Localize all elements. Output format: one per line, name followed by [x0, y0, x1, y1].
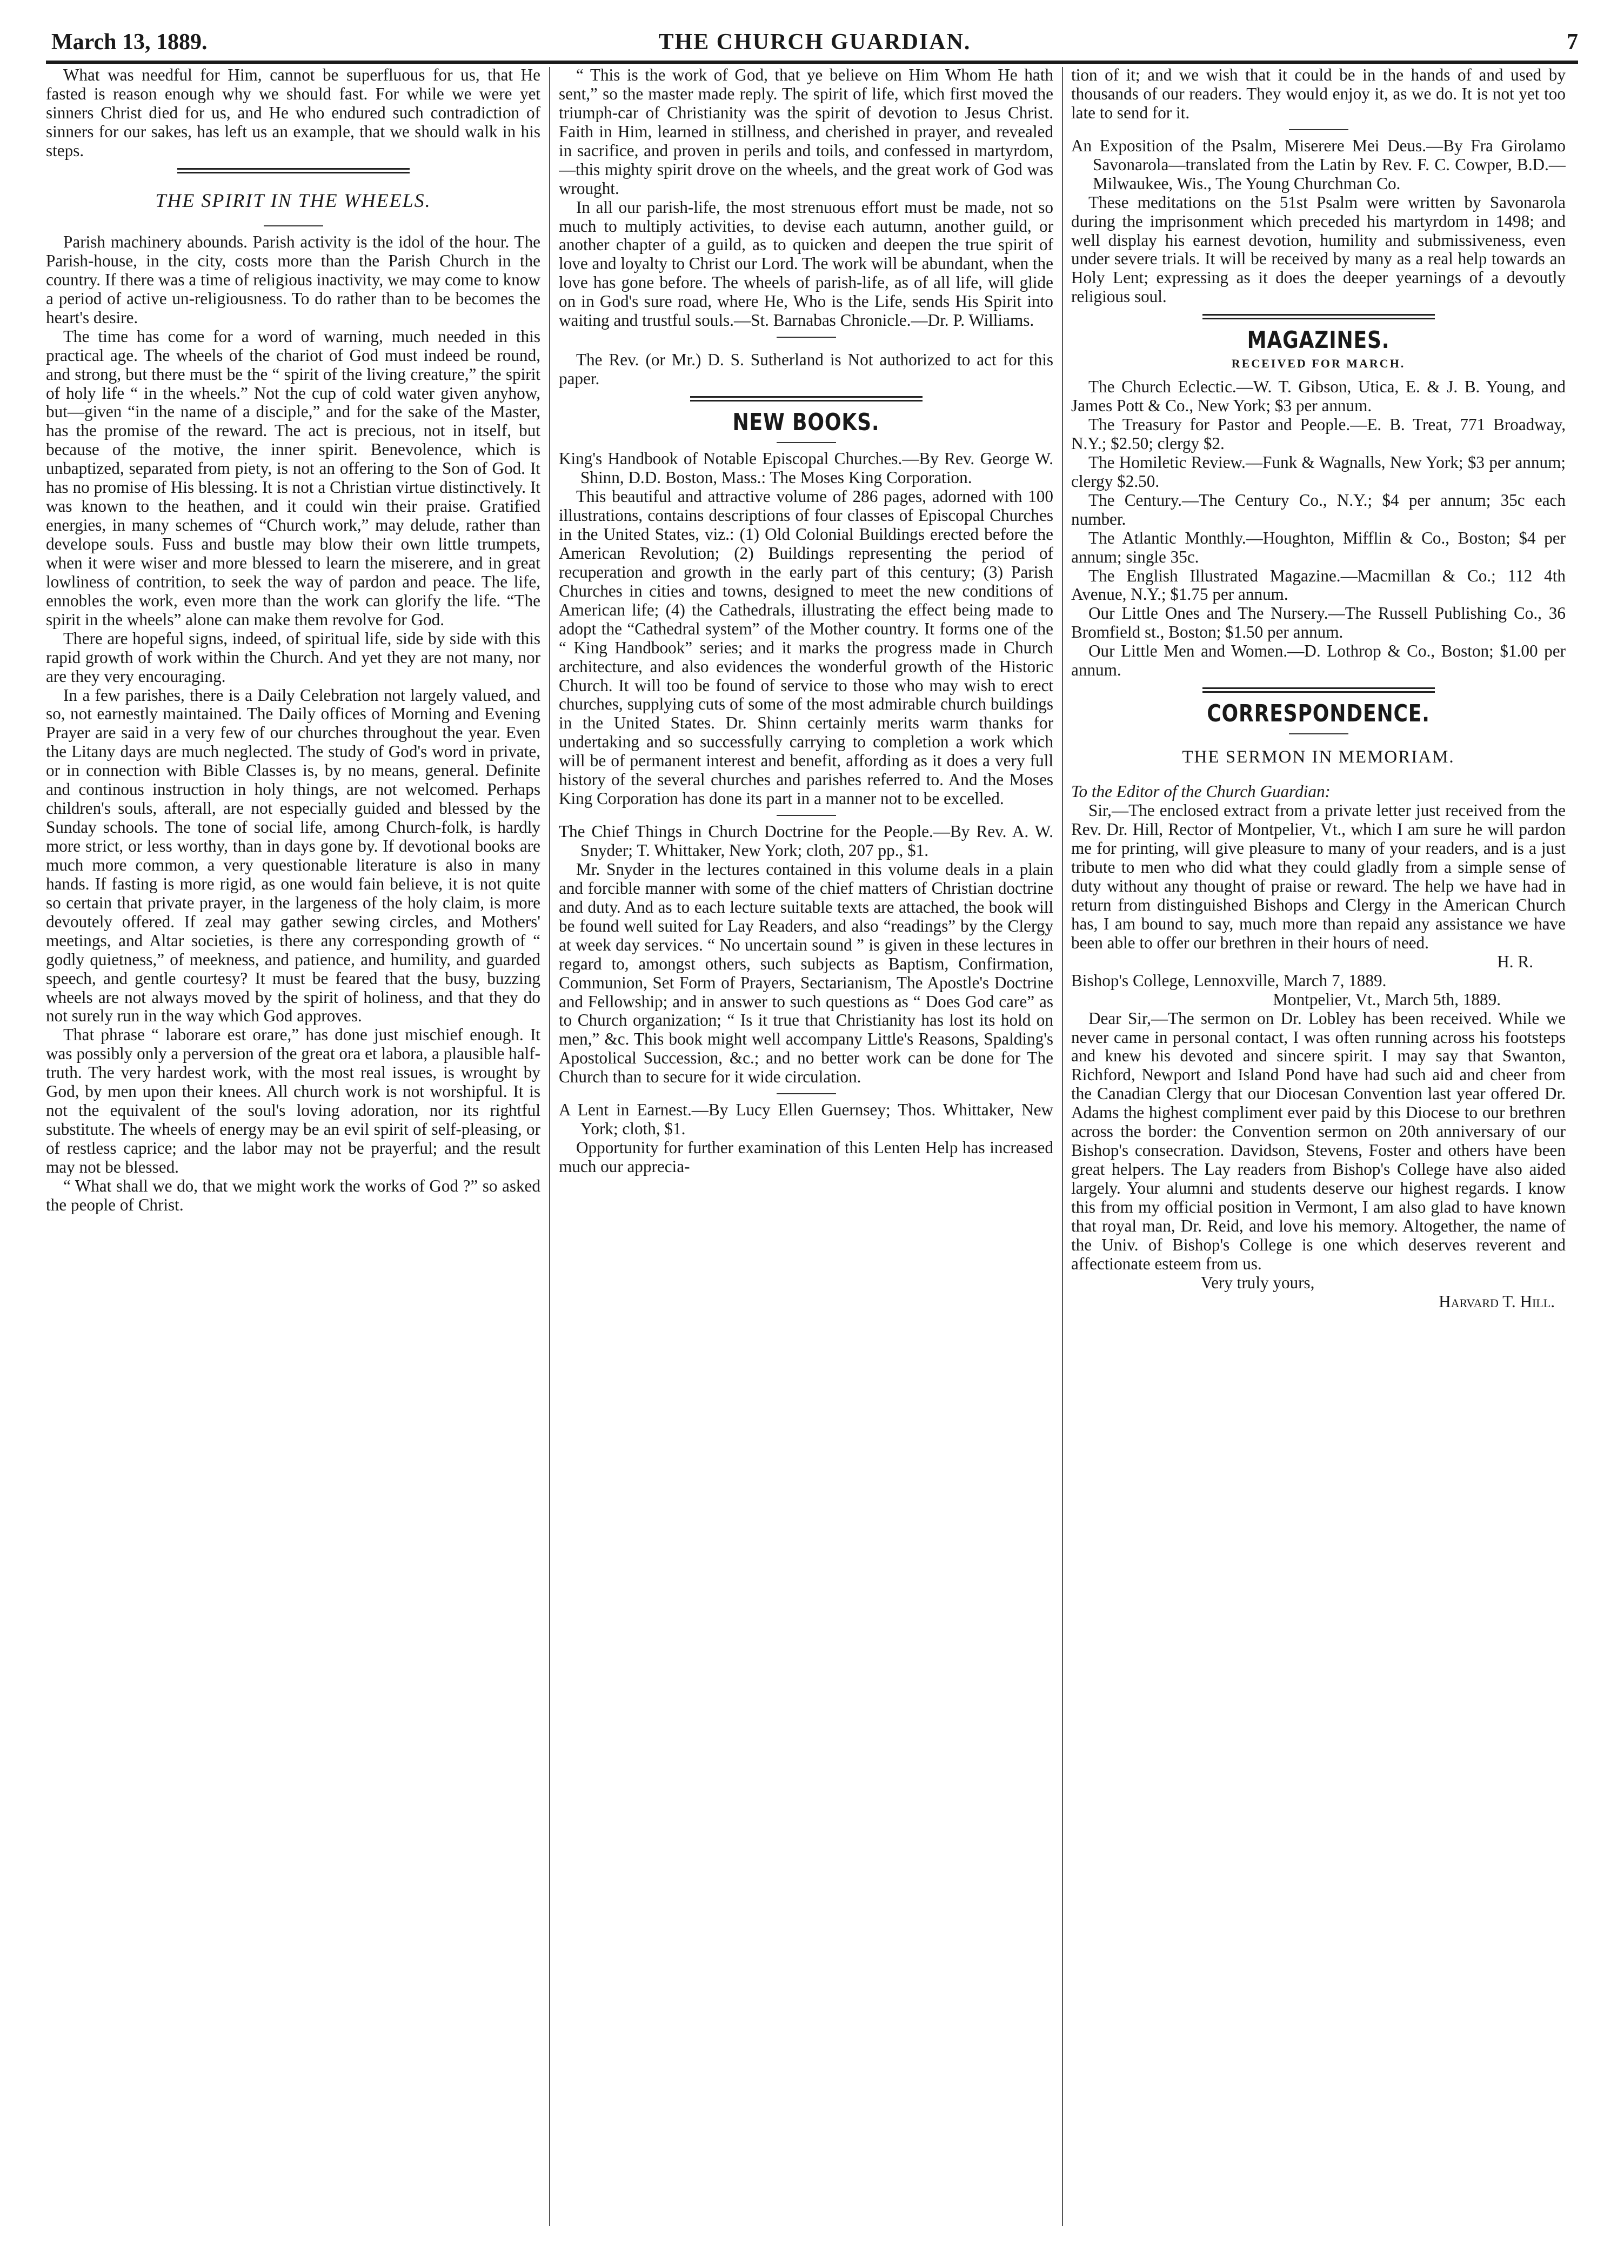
book-entry: King's Handbook of Notable Episcopal Churches.—By Rev. George W. Shinn, D.D. Boston, Mass.: The Moses King Corporation.: [559, 449, 1053, 487]
paragraph: The time has come for a word of warning, much needed in this practical age. The wheels of the chariot of God must indeed be round, and strong, but there must be the “ spirit of the living creature,” the spirit of holy life “ in the wheels.” Not the cup of cold water given anyhow, but—given “in the name of a disciple,” and for the sake of the Master, has the promise of the reward. The act is precious, not in itself, but because of the motive, the inner spirit. Benevolence, which is unbaptized, separated from piety, is not an offering to the Son of God. It has no promise of His blessing. It is not a Christian virtue distinctively. It was known to the heathen, and it could win their praise. Gratified energies, in many schemes of “Church work,” may delude, rather than develope souls. Fuss and bustle may blow their own little trumpets, when it were wiser and more blessed to learn the miserere, and in great lowliness of contrition, to seek the way of pardon and peace. The life, ennobles the work, even more than the work can glorify the life. “The spirit in the wheels” alone can make them revolve for God.: [46, 326, 540, 629]
letter-closing: Very truly yours,: [1201, 1273, 1315, 1292]
paragraph: There are hopeful signs, indeed, of spiritual life, side by side with this rapid growth of work within the Church. And yet they are not many, nor are they very encouraging.: [46, 628, 540, 686]
place-date: Bishop's College, Lennoxville, March 7, 1889.: [1071, 971, 1387, 990]
column-divider: [549, 67, 550, 2226]
entry-rule: [1289, 129, 1348, 130]
letter-signature: Harvard T. Hill.: [1439, 1292, 1555, 1311]
book-review: Opportunity for further examination of this Lenten Help has increased much our apprecia-: [559, 1138, 1053, 1176]
page-number: 7: [1567, 30, 1578, 55]
book-review: These meditations on the 51st Psalm were written by Savonarola during the imprisonment which preceded his martyrdom in 1498; and well display his earnest devotion, humility and submissiveness, even under severe trials. It will be received by many as a real help towards an Holy Lent; expressing as it does the deeper yearnings of a devoutly religious soul.: [1071, 192, 1566, 306]
section-title-new-books: NEW BOOKS.: [732, 409, 880, 436]
magazine-entry: Our Little Ones and The Nursery.—The Russell Publishing Co., 36 Bromfield st., Boston; $1.50 per annum.: [1071, 604, 1566, 642]
book-entry: The Chief Things in Church Doctrine for the People.—By Rev. A. W. Snyder; T. Whittaker, New York; cloth, 207 pp., $1.: [559, 822, 1053, 860]
paragraph: Sir,—The enclosed extract from a private letter just received from the Rev. Dr. Hill, Rector of Montpelier, Vt., which I am sure he will pardon me for printing, will give pleasure to many of your readers, and is a just tribute to men who did what they could gladly from a simple sense of duty without any thought of praise or reward. The help we have had in return from distinguished Bishops and Clergy in the American Church has, I am bound to say, much more than repaid any assistance we have been able to offer our brethren in their hours of need.: [1071, 801, 1566, 952]
letter-dateline: Montpelier, Vt., March 5th, 1889.: [1273, 989, 1501, 1009]
magazine-entry: The Treasury for Pastor and People.—E. B. Treat, 771 Broadway, N.Y.; $2.50; clergy $2.: [1071, 415, 1566, 453]
column-1: [46, 66, 540, 2227]
title-rule: [264, 225, 323, 226]
magazine-entry: The Church Eclectic.—W. T. Gibson, Utica, E. & J. B. Young, and James Pott & Co., New York; $3 per annum.: [1071, 377, 1566, 416]
magazine-entry: The Century.—The Century Co., N.Y.; $4 per annum; 35c each number.: [1071, 490, 1566, 528]
magazine-entry: Our Little Men and Women.—D. Lothrop & Co., Boston; $1.00 per annum.: [1071, 641, 1566, 680]
column-2: [559, 66, 1053, 2227]
section-rule: [1202, 314, 1435, 319]
masthead-title: THE CHURCH GUARDIAN.: [658, 30, 971, 55]
article-title: THE SPIRIT IN THE WHEELS.: [155, 189, 431, 211]
paragraph: That phrase “ laborare est orare,” has done just mischief enough. It was possibly only a perversion of the great ora et labora, a plausible half-truth. The very hardest work, with the most real issues, is wrought by God, by men upon their knees. All church work is not worshipful. It is not the equivalent of the soul's loving adoration, nor its rightful substitute. The wheels of energy may be an evil spirit of self-pleasing, or of restless caprice; and the labor may not be prayerful; and the result may not be blessed.: [46, 1025, 540, 1176]
magazines-subtitle: RECEIVED FOR MARCH.: [1231, 356, 1406, 370]
paragraph: “ This is the work of God, that ye believe on Him Whom He hath sent,” so the master made reply. The spirit of life, which first moved the triumph-car of Christianity was the spirit of devotion to Jesus Christ. Faith in Him, learned in stillness, and cherished in prayer, and revealed in sacrifice, and proven in perils and toils, and confessed in martyrdom,—this mighty spirit drove on the wheels, and the great work of God was wrought.: [559, 66, 1053, 198]
paragraph: “ What shall we do, that we might work the works of God ?” so asked the people of Christ.: [46, 1176, 540, 1214]
book-review: Mr. Snyder in the lectures contained in this volume deals in a plain and forcible manner with some of the chief matters of Christian doctrine and duty. And as to each lecture suitable texts are attached, the book will be found well suited for Lay Readers, and also “readings” by the Clergy at week day services. “ No uncertain sound ” is given in these lectures in regard to, amongst others, such subjects as Baptism, Confirmation, Communion, Set Form of Prayers, Sectarianism, The Apostle's Doctrine and Fellowship; and in answer to such questions as “ Does God care” as to Church organization; “ Is it true that Christianity has lost its hold on men,” &c. This book might well accompany Little's Reasons, Spalding's Apostolical Succession, &c.; and no better work can be done for The Church than to secure for it wide circulation.: [559, 859, 1053, 1087]
magazine-entry: The Atlantic Monthly.—Houghton, Mifflin & Co., Boston; $4 per annum; single 35c.: [1071, 528, 1566, 566]
salutation: To the Editor of the Church Guardian:: [1071, 782, 1331, 801]
letter-title: THE SERMON IN MEMORIAM.: [1182, 747, 1455, 767]
section-rule: [177, 168, 410, 173]
book-entry: A Lent in Earnest.—By Lucy Ellen Guernsey; Thos. Whittaker, New York; cloth, $1.: [559, 1100, 1053, 1139]
section-rule: [690, 396, 923, 402]
paragraph: In all our parish-life, the most strenuous effort must be made, not so much to multiply activities, to devise each autumn, another guild, or another chapter of a guild, as to quicken and deepen the true spirit of love and loyalty to Christ our Lord. The work will be abundant, when the love has gone before. The wheels of parish-life, as of all life, will glide on in God's sure road, where He, Who is the Life, sends His Spirit into waiting and trustful souls.—St. Barnabas Chronicle.—Dr. P. Williams.: [559, 197, 1053, 330]
paragraph: In a few parishes, there is a Daily Celebration not largely valued, and so, not earnestly maintained. The Daily offices of Morning and Evening Prayer are said in a very few of our churches throughout the year. Even the Litany days are much neglected. The study of God's word in private, or in connection with Bible Classes is, by no means, general. Definite and continous instruction in holy things, are not welcomed. Perhaps children's souls, afterall, are not especially guided and blessed by the Sunday schools. The tone of social life, among Church-folk, is hardly more strict, or less worthy, than in days gone by. If devotional books are much more common, a very questionable literature is also in many hands. If fasting is more rigid, as one would fain believe, it is not quite so certain that private prayer, in the largeness of the holy claim, is more devoutely offered. If zeal may gather sewing circles, and Mothers' meetings, and Altar societies, is there any corresponding growth of “ godly quietness,” of meekness, and patience, and humility, and guarded speech, and gentle courtesy? It must be feared that the busy, buzzing wheels are not always moved by the spirit of holiness, and that they do not surely run in the way which God approves.: [46, 685, 540, 1026]
header-rule: [46, 61, 1578, 64]
section-rule: [777, 337, 836, 338]
paragraph: Parish machinery abounds. Parish activity is the idol of the hour. The Parish-house, in the city, costs more than the Parish Church in the country. If there was a time of religious inactivity, we may come to know a period of active un-religiousness. To do rather than to be becomes the heart's desire.: [46, 232, 540, 327]
page-header: [51, 12, 1578, 55]
book-review: This beautiful and attractive volume of 286 pages, adorned with 100 illustrations, contains descriptions of four classes of Episcopal Churches in the United States, viz.: (1) Old Colonial Buildings erected before the American Revolution; (2) Buildings representing the period of recuperation and growth in the early part of this century; (3) Parish Churches in cities and towns, designed to meet the new conditions of American life; (4) the Cathedrals, illustrating the effect being made to adopt the “Cathedral system” of the Mother country. It forms one of the “ King Handbook” series; and it marks the progress made in Church architecture, and also evidences the wonderful growth of the Historic Church. It will too be found of service to those who may wish to erect churches, supplying cuts of some of the most admirable church buildings in the United States. Dr. Shinn certainly merits warm thanks for undertaking and so successfully carrying to completion a work which will be of permanent interest and benefit, affording as it does a very full history of the several churches and parishes referred to. And the Moses King Corporation has done its part in a manner not to be excelled.: [559, 487, 1053, 808]
issue-date: March 13, 1889.: [51, 30, 208, 55]
magazine-entry: The English Illustrated Magazine.—Macmillan & Co.; 112 4th Avenue, N.Y.; $1.75 per annum.: [1071, 566, 1566, 604]
section-title-magazines: MAGAZINES.: [1247, 326, 1390, 354]
title-rule: [777, 442, 836, 443]
paragraph: Dear Sir,—The sermon on Dr. Lobley has been received. While we never came in personal contact, I was often running across his footsteps and knew his devoted and sincere spirit. I may say that Swanton, Richford, Newport and Island Pond have had such aid and cheer from the Canadian Clergy that our Diocesan Convention last year offered Dr. Adams the highest compliment ever paid by this Diocese to our brethren across the border: the Convention sermon on 20th anniversary of our Bishop's consecration. Davidson, Stevens, Foster and others have been great helpers. The Lay readers from Bishop's College have also aided largely. Your alumni and students deserve our highest regards. I know this from my official position in Vermont, I am also glad to have known that royal man, Dr. Reid, and love his memory. Altogether, the name of the Univ. of Bishop's College is one which deserves reverent and affectionate esteem from us.: [1071, 1008, 1566, 1273]
book-entry: An Exposition of the Psalm, Miserere Mei Deus.—By Fra Girolamo Savonarola—translated from the Latin by Rev. F. C. Cowper, B.D.—Milwaukee, Wis., The Young Churchman Co.: [1071, 136, 1566, 193]
paragraph: tion of it; and we wish that it could be in the hands of and used by thousands of our readers. They would enjoy it, as we do. It is not yet too late to send for it.: [1071, 66, 1566, 122]
column-divider: [1062, 67, 1063, 2226]
title-rule: [1289, 733, 1348, 734]
magazine-entry: The Homiletic Review.—Funk & Wagnalls, New York; $3 per annum; clergy $2.50.: [1071, 452, 1566, 491]
entry-rule: [777, 1093, 836, 1094]
paragraph: What was needful for Him, cannot be superfluous for us, that He fasted is reason enough why we should fast. For while we were yet sinners Christ died for us, and He who endured such contradiction of sinners for our sakes, has left us an example, that we should walk in his steps.: [46, 66, 540, 160]
column-3: [1071, 66, 1566, 2227]
section-title-correspondence: CORRESPONDENCE.: [1207, 700, 1430, 728]
entry-rule: [777, 815, 836, 816]
section-rule: [1202, 687, 1435, 693]
notice: The Rev. (or Mr.) D. S. Sutherland is Not authorized to act for this paper.: [559, 350, 1053, 389]
letter-initials: H. R.: [1497, 952, 1533, 971]
